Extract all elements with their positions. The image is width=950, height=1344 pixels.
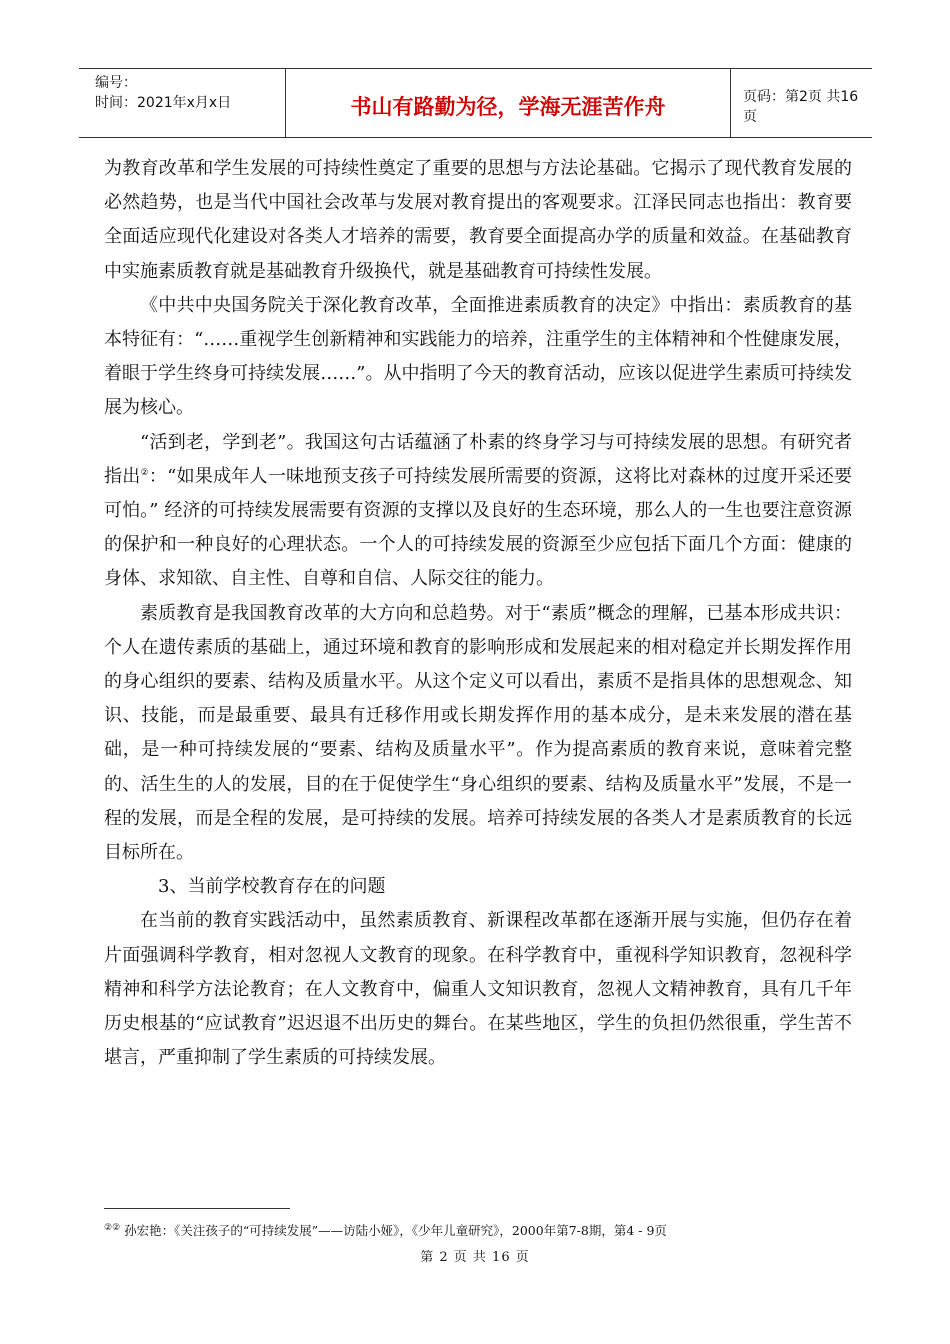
motto: 书山有路勤为径，学海无涯苦作舟 — [285, 69, 731, 137]
paragraph-4: 素质教育是我国教育改革的大方向和总趋势。对于“素质”概念的理解，已基本形成共识：个人在遗传素质的基础上，通过环境和教育的影响形成和发展起来的相对稳定并长期发挥作用的身心组织的要素、结构及质量水平。从这个定义可以看出，素质不是指具体的思想观念、知识、技能，而是最重要、最具有迁移作用或长期发挥作用的基本成分，是未来发展的潜在基础，是一种可持续发展的“要素、结构及质量水平”。作为提高素质的教育来说，意味着完整的、活生生的人的发展，目的在于促使学生“身心组织的要素、结构及质量水平”发展，不是一程的发展，而是全程的发展，是可持续的发展。培养可持续发展的各类人才是素质教育的长远目标所在。 — [104, 602, 852, 864]
paragraph-3-text-a: “活到老，学到老”。我国这句古话蕴涵了朴素的终身学习与可持续发展的思想。有研究者指出 — [104, 431, 852, 487]
header-meta-cell — [79, 69, 285, 137]
footnote-mark: ②② — [104, 1222, 121, 1233]
page-info: 页码：第2页 共16页 — [743, 89, 859, 125]
number-label: 编号： — [95, 75, 137, 91]
section-heading: 3、当前学校教育存在的问题 — [158, 876, 386, 898]
paragraph-3-text-b: ：“如果成年人一味地预支孩子可持续发展所需要的资源，这将比对森林的过度开采还要可怕。” 经济的可持续发展需要有资源的支撑以及良好的生态环境，那么人的一生也要注意资源的保护和一种良好的心理状态。一个人的可持续发展的资源至少应包括下面几个方面：健康的身体、求知欲、自主性、自尊和自信、人际交往的能力。 — [104, 465, 853, 590]
footnote-reference: ② — [140, 467, 149, 478]
paragraph-5: 在当前的教育实践活动中，虽然素质教育、新课程改革都在逐渐开展与实施，但仍存在着片面强调科学教育，相对忽视人文教育的现象。在科学教育中，重视科学知识教育，忽视科学精神和科学方法论教育；在人文教育中，偏重人文知识教育，忽视人文精神教育，具有几千年历史根基的“应试教育”迟迟退不出历史的舞台。在某些地区，学生的负担仍然很重，学生苦不堪言，严重抑制了学生素质的可持续发展。 — [104, 910, 852, 1069]
document-body — [104, 152, 852, 1075]
footnote-text: 孙宏艳：《关注孩子的“可持续发展”——访陆小娅》，《少年儿童研究》，2000年第7-8期，第4 - 9页 — [120, 1223, 667, 1238]
paragraph-2: 《中共中央国务院关于深化教育改革，全面推进素质教育的决定》中指出：素质教育的基本特征有：“……重视学生创新精神和实践能力的培养，注重学生的主体精神和个性健康发展，着眼于学生终身可持续发展……”。从中指明了今天的教育活动，应该以促进学生素质可持续发展为核心。 — [104, 294, 852, 419]
time-label: 时间：2021年x月x日 — [95, 95, 232, 111]
page-footer: 第 2 页 共 16 页 — [420, 1250, 530, 1265]
page-header — [79, 68, 872, 138]
footnote — [104, 1222, 667, 1240]
paragraph-3 — [104, 426, 852, 597]
footnote-divider — [104, 1208, 290, 1209]
paragraph-1: 为教育改革和学生发展的可持续性奠定了重要的思想与方法论基础。它揭示了现代教育发展的必然趋势，也是当代中国社会改革与发展对教育提出的客观要求。江泽民同志也指出：教育要全面适应现代化建设对各类人才培养的需要，教育要全面提高办学的质量和效益。在基础教育中实施素质教育就是基础教育升级换代，就是基础教育可持续性发展。 — [104, 158, 852, 282]
